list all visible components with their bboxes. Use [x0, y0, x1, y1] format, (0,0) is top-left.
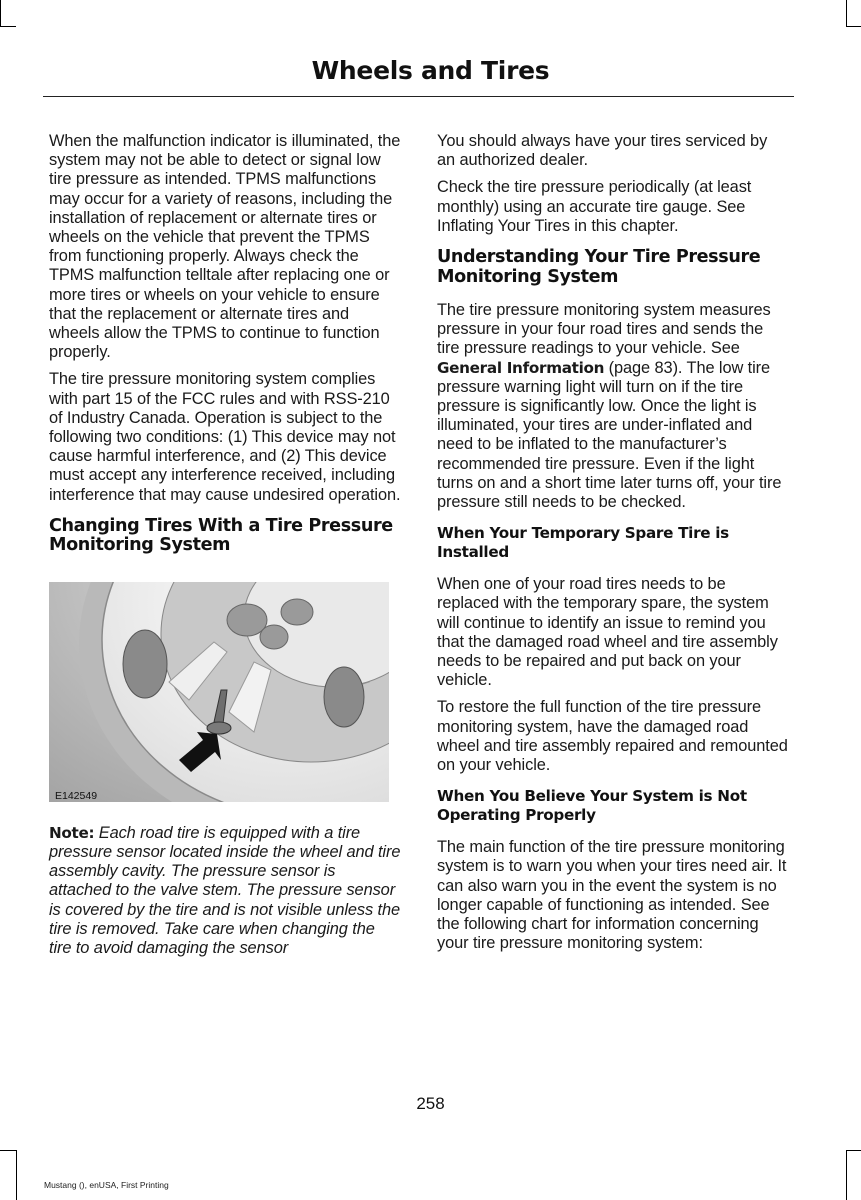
wheel-illustration	[49, 582, 389, 802]
crop-mark	[846, 1150, 847, 1200]
figure-id: E142549	[55, 789, 98, 802]
crop-mark	[0, 0, 1, 26]
page-number: 258	[416, 1094, 445, 1113]
cross-reference-link[interactable]: General Information	[437, 358, 605, 377]
note-text: Each road tire is equipped with a tire pressure sensor located inside the wheel and tire assembly cavity. The pressure sensor is attached to the valve stem. The pressure sensor is covered by the tire and is not visible unless the tire is removed. Take care when changing the tire to avoid damaging the sensor	[49, 823, 401, 958]
crop-mark	[846, 0, 847, 26]
paragraph: To restore the full function of the tire pressure monitoring system, have the damaged road wheel and tire assembly repaired and remounted on your vehicle.	[437, 698, 788, 775]
section-heading: Understanding Your Tire Pressure Monitoring System	[437, 247, 761, 287]
crop-mark	[0, 26, 16, 27]
footer-text: Mustang (), enUSA, First Printing	[44, 1180, 169, 1190]
text-run: The tire pressure monitoring system measures pressure in your four road tires and sends the tire pressure readings to your vehicle. See	[437, 301, 771, 358]
crop-mark	[846, 1150, 861, 1151]
text-run: (page 83). The low tire pressure warning light will turn on if the tire pressure is significantly low. Once the light is illuminated, your tires are under-inflated and need to be inflated to the manufacturer’s recommended tire pressure. Even if the light turns on and a short time later turns off, your tire pressure still needs to be checked.	[437, 358, 782, 512]
crop-mark	[846, 26, 861, 27]
subsection-heading: When Your Temporary Spare Tire is Installed	[437, 524, 729, 562]
paragraph: Check the tire pressure periodically (at least monthly) using an accurate tire gauge. See Inflating Your Tires in this chapter.	[437, 178, 752, 235]
page-title: Wheels and Tires	[311, 56, 550, 85]
crop-mark	[16, 1150, 17, 1200]
paragraph: The tire pressure monitoring system complies with part 15 of the FCC rules and with RSS-210 of Industry Canada. Operation is subject to the following two conditions: (1) This device may not cause harmful interference, and (2) This device must accept any interference received, including interference that may cause undesired operation.	[49, 370, 401, 504]
tire-valve-figure	[49, 582, 389, 802]
paragraph: The main function of the tire pressure monitoring system is to warn you when your tires need air. It can also warn you in the event the system is no longer capable of functioning as intended. See the following chart for information concerning your tire pressure monitoring system:	[437, 838, 787, 953]
crop-mark	[0, 1150, 16, 1151]
paragraph: When the malfunction indicator is illuminated, the system may not be able to detect or signal low tire pressure as intended. TPMS malfunctions may occur for a variety of reasons, including the installation of replacement or alternate tires or wheels on the vehicle that prevent the TPMS from functioning properly. Always check the TPMS malfunction telltale after replacing one or more tires or wheels on your vehicle to ensure that the replacement or alternate tires and wheels allow the TPMS to continue to function properly.	[49, 132, 401, 362]
note-label: Note:	[49, 823, 95, 842]
header-divider	[43, 96, 794, 97]
section-heading: Changing Tires With a Tire Pressure Monitoring System	[49, 515, 393, 556]
right-column	[437, 132, 789, 962]
note-paragraph	[49, 824, 401, 958]
paragraph: When one of your road tires needs to be replaced with the temporary spare, the system will continue to identify an issue to remind you that the damaged road wheel and tire assembly needs to be repaired and put back on your vehicle.	[437, 575, 778, 690]
subsection-heading: When You Believe Your System is Not Operating Properly	[437, 787, 747, 825]
paragraph	[437, 301, 789, 512]
left-column	[49, 132, 401, 966]
paragraph: You should always have your tires serviced by an authorized dealer.	[437, 132, 768, 170]
